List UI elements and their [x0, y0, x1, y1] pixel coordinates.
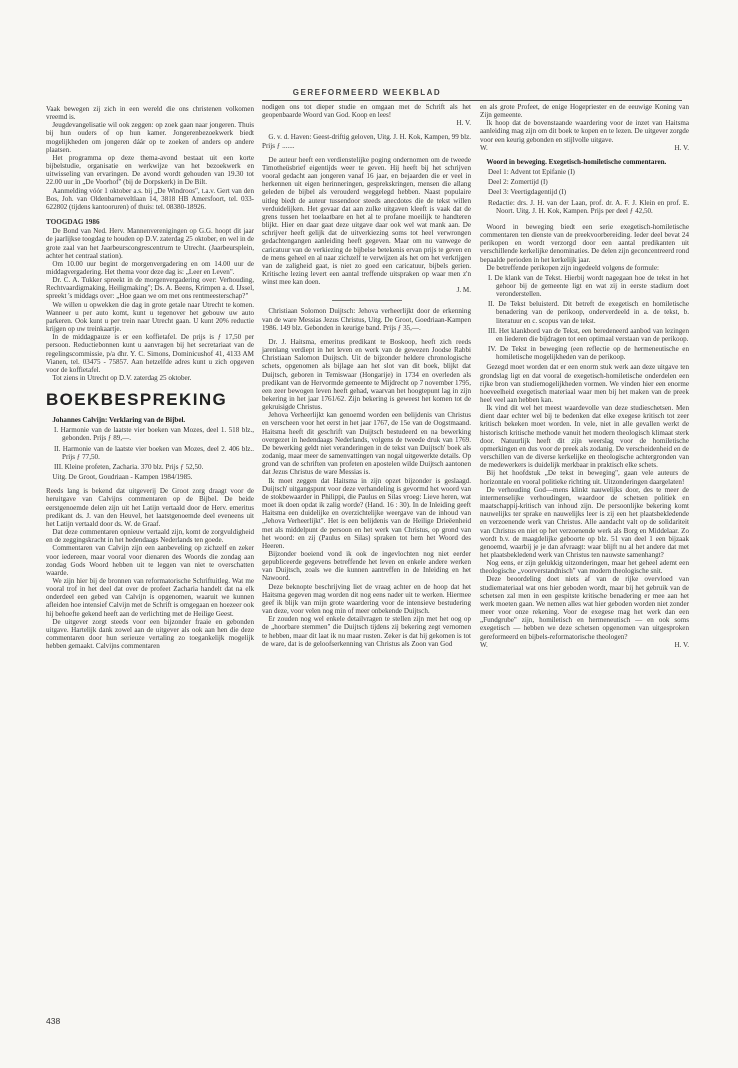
- book-part: Deel 3: Veertigdagentijd (I): [488, 188, 567, 197]
- paragraph: We willen u opwekken die dag in grote getale naar Utrecht te komen. Wanneer u per auto komt, kunt u tegenover het gebouw uw auto parkeren. Ook kunt u per trein naar Utrecht gaan. U kunt 20% reductie krijgen op uw treinkaartje.: [46, 300, 254, 334]
- paragraph: Deze beoordeling doet niets af van de rijke overvloed van studiemateriaal wat ons hier geboden wordt, maar bij het gebruik van de schetsen zal men in een gespitste kritische benadering er mee aan het werk moeten gaan. We nemen alles wat hier geboden worden niet zonder meer voor onze rekening. Voor de exegese mag het werk dan een „Fundgrube" zijn, homiletisch en hermeneutisch — en ook soms exegetisch — hebben we deze schetsen opgenomen van uitgesproken gereformeerd en bijbels-reformatorische theologen?: [480, 575, 689, 641]
- book-item: III. Kleine profeten, Zacharia. 370 blz. Prijs ƒ 52,50.: [54, 462, 204, 471]
- paragraph: Vaak bewegen zij zich in een wereld die ons christenen volkomen vreemd is.: [46, 105, 254, 122]
- book-part: Deel 2: Zomertijd (I): [488, 178, 548, 187]
- formula-item: I. De klank van de Tekst. Hierbij wordt nagegaan hoe de tekst in het gehoor bij de gemeente ligt en wat zij in eerste stadium doet veronderstellen.: [488, 273, 689, 299]
- paragraph: Ik vind dit wel het meest waardevolle van deze studieschetsen. Men dient daar echter wel bij te bedenken dat elke exegese kritisch tot zeer kritisch bekeken moet worden. In vele, niet in alle gevallen werkt de historisch kritische methode vanuit het modern theologisch klimaat sterk door. Natuurlijk heeft dit zijn weerslag voor de homiletische opmerkingen en dus voor de preek als zodanig. De verscheidenheid en de verschillen van de diverse kerkelijke en theologische achtergronden van de medewerkers is duidelijk merkbaar in praktisch elke schets.: [480, 404, 689, 470]
- formula-item: III. Het klankbord van de Tekst, een beredeneerd aanbod van lezingen en liederen die bijdragen tot een optimaal verstaan van de perikoop.: [488, 326, 689, 343]
- paragraph: In de middagpauze is er een koffietafel. De prijs is ƒ 17,50 per persoon. Reductiebonnen kunt u aanvragen bij het secretariaat van de regelingscommissie, p/a dhr. Y. C. Simons, Dominicushof 41, 4133 AM Vianen, tel. 03475 - 75857. Aan hetzelfde adres kunt u zich opgeven voor de koffietafel.: [46, 333, 254, 374]
- paragraph: Nog eens, er zijn gelukkig uitzonderingen, maar het geheel ademt een theologische „voorverstandnisch" van modern theologische snit.: [480, 559, 689, 576]
- paragraph: Bij het hoofdstuk „De tekst in beweging", gaan vele auteurs de horizontale en vooral politieke richting uit. Uitzonderingen daargelaten!: [480, 469, 689, 486]
- paragraph: Aanmelding vóór 1 oktober a.s. bij „De Windroos", t.a.v. Gert van den Bos, Joh. van Oldenbarneveltlaan 14, 3818 HB Amersfoort, tel. 033-622802 (tijdens kantooruren) of thuis: tel. 08380-18926.: [46, 186, 254, 211]
- signature: W. H. V.: [480, 143, 689, 152]
- book-listing: G. v. d. Haven: Geest-driftig geloven, Uitg. J. H. Kok, Kampen, 99 blz. Prijs ƒ .......: [262, 133, 471, 150]
- paragraph: Er zouden nog wel enkele detailvragen te stellen zijn met het oog op de „hoorbare stemmen" die Duijtsch tijdens zij bekering zegt vernomen te hebben, maar dit laat ik nu maar rusten. Zeker is dat hij gekomen is tot de ware, dat is de geloofserkenning van Christus als Zoon van God: [262, 615, 471, 648]
- book-author-line: Johannes Calvijn: Verklaring van de Bijbel.: [52, 416, 186, 425]
- book-item: I. Harmonie van de laatste vier boeken van Mozes, deel 1. 518 blz., gebonden. Prijs ƒ 89,—.: [54, 426, 254, 443]
- paragraph: nodigen ons tot dieper studie en omgaan met de Schrift als het geopenbaarde Woord van God. Koop en lees!: [262, 103, 471, 120]
- header-rule: [262, 100, 682, 101]
- toogdag-heading: TOOGDAG 1986: [46, 218, 100, 227]
- signature: W. H. V.: [480, 640, 689, 649]
- running-header: GEREFORMEERD WEEKBLAD: [292, 88, 442, 97]
- paragraph: De auteur heeft een verdienstelijke poging ondernomen om de tweede Timotheüsbrief eigentijds weer te geven. Hij heeft bij het schrijven vooral gedacht aan jongeren vanaf 16 jaar, en bejaarden die er veel in herkennen uit eigen herinneringen, gesprekskringen, mensen die allang geleden de bijbel als verouderd weggelegd hebben. Naast populaire uitleg biedt de auteur tussendoor steeds anecdotes die de tekst willen verduidelijken. Het gevaar dat aan zulke uitgaven kleeft is vaak dat de grens tussen het toelaatbare en het al te profane moeilijk te handteren blijkt. Hier en daar gaat deze uitgave daar ook wel wat mank aan. De schrijver heeft gelijk dat de uitverkiezing soms tot heel verwrongen gedachtengangen aanleiding heeft gegeven. Maar om nu vanwege de caricatuur van de verkiezing de bijbelse betekenis ervan prijs te geven en de mens geheel en al naar zichzelf te verwijzen als het om het verkrijgen van de zaligheid gaat, is niet zo goed een caricatuur, bijbels gerien. Kritische lezing levert een aantal treffende uitspraken op waar men z'n winst mee kan doen.: [262, 155, 471, 287]
- divider: [332, 300, 402, 301]
- paragraph: Dat deze commentaren opnieuw vertaald zijn, komt de zorgvuldigheid en de zeggingskracht in het hedendaags Nederlands ten goede.: [46, 528, 254, 545]
- column-2: [262, 103, 471, 648]
- paragraph: en als grote Profeet, de enige Hogepriester en de eeuwige Koning van Zijn gemeente.: [480, 103, 689, 120]
- page-number: 438: [46, 1016, 61, 1026]
- book-part: Deel 1: Advent tot Epifanie (I): [488, 168, 575, 177]
- paragraph: Dr. J. Haitsma, emeritus predikant te Boskoop, heeft zich reeds jarenlang verdiept in het leven en werk van de gewezen Joodse Rabbi Christiaan Salomon Duijtsch. Uit de bijzonder heldere chronologische schets, opgenomen als bijlage aan het slot van dit boek, blijkt dat Duijtsch, geboren in Temiswaar (Hongarije) in 1734 en overleden als predikant van de Hervormde gemeente te Mijdrecht op 7 november 1795, een zeer bewogen leven heeft gehad, waarvan het hoogtepunt lag in zijn bekering in het jaar 1761/62. Zijn bekering is geweest het komen tot de gekruisigde Christus.: [262, 337, 471, 412]
- paragraph: Tot ziens in Utrecht op D.V. zaterdag 25 oktober.: [52, 374, 192, 382]
- formula-item: IV. De Tekst in beweging (een reflectie op de hermeneutische en homiletische mogelijkheden van de perikoop.: [488, 345, 689, 362]
- paragraph: Ik hoop dat de bovenstaande waardering voor de inzet van Haitsma aanleiding mag zijn om dit boek te kopen en te lezen. De uitgever zorgde voor een keurig gebonden en stijlvolle uitgave.: [480, 119, 689, 144]
- paragraph: Dr. C. A. Tukker spreekt in de morgenvergadering over: Verhouding, Rechtvaardigmaking, Heiligmaking"; Ds. A. Beens, Krimpen a. d. IJssel, spreekt 's middags over: „Hoe gaan we om met ons rentmeesterschap?": [46, 276, 254, 301]
- column-3: [480, 103, 689, 649]
- paragraph: Commentaren van Calvijn zijn een aanbeveling op zichzelf en zeker voor iedereen, maar vooral voor dienaren des Woords die zondag aan zondag Gods Woord hebben uit te leggen van niet te overschatten waarde.: [46, 544, 254, 577]
- paragraph: Bijzonder boeiend vond ik ook de ingevlochten nog niet eerder gepubliceerde gegevens betreffende het leven en enkele andere werken van Duijtsch, zoals we die kunnen aantreffen in de Inleiding en het Nawoord.: [262, 549, 471, 583]
- paragraph: De uitgever zorgt steeds voor een bijzonder fraaie en gebonden uitgave. Hartelijk dank zowel aan de uitgever als ook aan hen die deze commentaren door hun serieuze vertaling zo toegankelijk mogelijk hebben gemaakt. Calvijns commentaren: [46, 617, 254, 651]
- paragraph: Het programma op deze thema-avond bestaat uit een korte bijbelstudie, organisatie en werkwijze van het bezoekwerk en uitwisseling van ervaringen. De avond wordt gehouden van 19.30 tot 22.00 uur in „De Voorhof" (bij de Dorpskerk) in De Bilt.: [46, 153, 254, 187]
- signature: J. M.: [456, 286, 471, 295]
- column-1: [46, 105, 254, 650]
- paragraph: Jehova Verheerlijkt kan genoemd worden een belijdenis van Christus en verscheen voor het eerst in het jaar 1767, de 15e van de Oogstmaand. Haitsma heeft dit geschrift van Duijtsch bestudeerd en na bewerking overgezet in hedendaags Nederlands, volgens de tweede druk van 1769. De bewerking geldt niet veranderingen in de tekst van Duijtsch' boek als zodanig, maar meer de samenvattingen van nogal uitgewerkte details. Op grond van de schriften van profeten en apostelen wilde Duijtsch aantonen dat Jezus Christus de ware Messias is.: [262, 411, 471, 477]
- paragraph: Woord in beweging biedt een serie exegetisch-homiletische commentaren ten dienste van de preekvoorbereiding. Ieder deel bevat 24 perikopen en wordt verzorgd door een aantal predikanten uit verschillende kerkelijke denominaties. De delen zijn geconcentreerd rond bepaalde perioden in het kerkelijk jaar.: [480, 222, 689, 264]
- section-heading-boekbespreking: BOEKBESPREKING: [46, 390, 228, 410]
- book-publisher: Uitg. De Groot, Goudriaan - Kampen 1984/1985.: [52, 473, 193, 482]
- paragraph: Om 10.00 uur begint de morgenvergadering en om 14.00 uur de middagvergadering. Het thema voor deze dag is: „Leer en Leven".: [46, 259, 254, 276]
- paragraph: We zijn hier bij de bronnen van reformatorische Schriftuitleg. Wat me vooral trof in het deel dat over de profeet Zacharia handelt dat na elk onderdeel een gebed van Calvijn is opgenomen, waaruit we kunnen afleiden hoe intensief Calvijn met de Schrift is omgegaan en hoezeer ook hij behoefte gekend heeft aan de verlichting met de Heilige Geest.: [46, 576, 254, 618]
- paragraph: Ik moet zeggen dat Haitsma in zijn opzet bijzonder is geslaagd. Duijtsch' uitgangspunt voor deze verhandeling is gevormd het woord van de stokbewaarder in Philippi, die Paulus en Silas vroeg: Lieve heren, wat moet ik doen opdat ik zalig worde? (Hand. 16 : 30). In de Inleiding geeft Haitsma een duidelijke en overzichtelijke weergave van de inhoud van „Jehova Verheerlijkt". Het is een belijdenis van de Heilige Drieëenheid met als middelpunt de persoon en het werk van Christus, op grond van het woord: en zij (Paulus en Silas) spraken tot hem het Woord des Heeren.: [262, 476, 471, 550]
- paragraph: Jeugdevangelisatie wil ook zeggen: op zoek gaan naar jongeren. Thuis bij hun ouders of op hun kamer. Jongerenbezoekwerk biedt mogelijkheden om jongeren dáár op te zoeken of anders op andere plaatsen.: [46, 121, 254, 154]
- book-listing: Christiaan Solomon Duijtsch: Jehova verheerlijkt door de erkenning van de ware Messias Jezus Christus, Uitg. De Groot, Goedriaan-Kampen 1986. 149 blz. Gebonden in keurige band. Prijs ƒ 35,—.: [262, 307, 471, 332]
- paragraph: De Bond van Ned. Herv. Mannenverenigingen op G.G. hoopt dit jaar de jaarlijkse toogdag te houden op D.V. zaterdag 25 oktober, en wel in de grote zaal van het Jaarbeurscongrescentrum te Utrecht. (Jaarbeursplein, achter het centraal station).: [46, 227, 255, 260]
- book-redactie: Redactie: drs. J. H. van der Laan, prof. dr. A. F. J. Klein en prof. E. Noort. Uitg. J. H. Kok, Kampen. Prijs per deel ƒ 42,50.: [488, 198, 689, 215]
- book-title: Woord in beweging. Exegetisch-homiletische commentaren.: [486, 157, 667, 166]
- paragraph: De betreffende perikopen zijn ingedeeld volgens de formule:: [486, 263, 659, 272]
- paragraph: De verhouding God—mens klinkt nauwelijks door, des te meer de intermenselijke verhoudingen, waardoor de schetsen politiek en maatschappij-kritisch van inhoud zijn. De persoonlijke bekering komt nauwelijks ter sprake en nauwelijks leer is zij een het plaatsbekledende en verzoenende werk van Christus. Alle aandacht valt op de solidariteit van Christus en niet op het verzoenende werk als Borg en Middelaar. Zo wordt b.v. de maagdelijke geboorte op blz. 51 van deel 1 een bijzaak genoemd, waarbij je je dan afvraagt: waar blijft nu al het andere dat met het plaatsbekledend werk van Christus ten nauwste samenhangt?: [480, 485, 689, 559]
- signature: H. V.: [456, 119, 471, 128]
- paragraph: Deze beknopte beschrijving liet de vraag achter en de hoop dat het Haitsma gegeven mag worden dit nog eens nader uit te werken. Hiermee geef ik blijk van mijn grote waardering voor de intensieve bestudering van deze, voor velen nog min of meer onbekende Duijtsch.: [262, 582, 471, 616]
- paragraph: Reeds lang is bekend dat uitgeverij De Groot zorg draagt voor de heruitgave van Calvijns commentaren op de Bijbel. De beide eerstgenoemde delen zijn uit het Latijn vertaald door de Herv. emeritus predikant ds. J. van den Heuvel, het laatstgenoemde deel eveneens uit het Latijn vertaald door ds. W. de Graaf.: [46, 487, 254, 528]
- book-item: II. Harmonie van de laatste vier boeken van Mozes, deel 2. 406 blz.. Prijs ƒ 77,50.: [54, 444, 254, 461]
- paragraph: Gezegd moet worden dat er een enorm stuk werk aan deze uitgave ten grondslag ligt en dat vooral de exegetisch-homiletische onderdelen een rijke bron van studiemogelijkheden vormen. We vinden hier een enorme hoeveelheid exegetisch materiaal waar men bij het maken van de preek heel veel aan hebben kan.: [480, 363, 689, 404]
- formula-item: II. De Tekst beluisterd. Dit betreft de exegetisch en homiletische benadering van de perikoop, onderverdeeld in a. de tekst, b. literatuur en c. scopus van de tekst.: [488, 300, 689, 325]
